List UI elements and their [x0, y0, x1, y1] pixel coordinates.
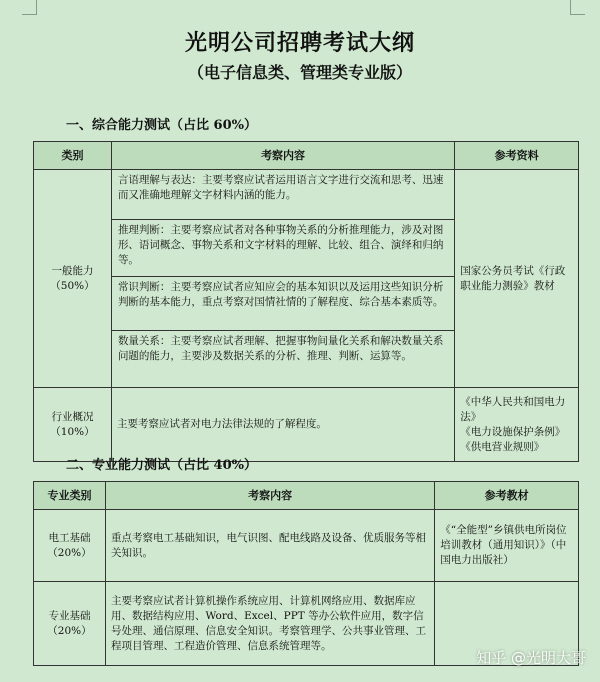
crop-mark-right: [570, 0, 585, 15]
table-row: [34, 388, 579, 462]
reference-cell: 《“全能型”乡镇供电所岗位培训教材（通用知识）》（中国电力出版社）: [435, 510, 579, 582]
category-percent: （50%）: [50, 279, 95, 292]
content-cell: 主要考察应试者对电力法律法规的了解程度。: [111, 388, 454, 462]
category-name: 专业基础: [48, 609, 91, 622]
header-reference: 参考资料: [455, 142, 579, 170]
content-cell: 重点考察电工基础知识，电气识图、配电线路及设备、优质服务等相关知识。: [105, 510, 434, 582]
section1-header-row: [34, 142, 579, 170]
section2-heading: 二、专业能力测试（占比 40%）: [66, 458, 257, 473]
section2-table: [33, 481, 579, 666]
category-cell: [34, 510, 106, 582]
table-row: [34, 170, 579, 388]
category-percent: （10%）: [50, 425, 95, 438]
category-name: 电工基础: [48, 531, 91, 544]
category-name: 一般能力: [51, 264, 94, 277]
header-category: 类别: [34, 142, 112, 170]
document-subtitle: （电子信息类、管理类专业版）: [187, 63, 412, 82]
category-cell: [34, 170, 112, 388]
category-percent: （20%）: [47, 546, 92, 559]
category-name: 行业概况: [51, 410, 94, 423]
content-cell: [111, 170, 454, 388]
header-category: 专业类别: [34, 482, 106, 510]
content-item: 言语理解与表达：主要考察应试者运用语言文字进行交流和思考、迅速而又准确地理解文字材料内涵的能力。: [112, 170, 454, 220]
header-content: 考察内容: [111, 142, 454, 170]
content-item: 常识判断：主要考察应试者应知应会的基本知识以及运用这些知识分析判断的基本能力，重点考察对国情社情的了解程度、综合基本素质等。: [112, 277, 454, 331]
crop-mark-left: [22, 0, 37, 15]
category-cell: [34, 582, 106, 666]
reference-cell: 《中华人民共和国电力法》 《电力设施保护条例》 《供电营业规则》: [455, 388, 579, 462]
section1-heading: 一、综合能力测试（占比 60%）: [66, 118, 257, 133]
content-cell: 主要考察应试者计算机操作系统应用、计算机网络应用、数据库应用、数据结构应用、Word、Excel、PPT 等办公软件应用，数字信号处理、通信原理、信息安全知识。考察管理学、公共事业管理、工程项目管理、工程造价管理、信息系统管理等。: [105, 582, 434, 666]
content-item: 数量关系：主要考察应试者理解、把握事物间量化关系和解决数量关系问题的能力，主要涉及数据关系的分析、推理、判断、运算等。: [117, 335, 444, 362]
section1-table: [33, 141, 579, 462]
category-cell: [34, 388, 112, 462]
category-percent: （20%）: [47, 624, 92, 637]
header-reference: 参考教材: [435, 482, 579, 510]
reference-cell: 国家公务员考试《行政职业能力测验》教材: [455, 170, 579, 388]
table-row: [34, 510, 579, 582]
section2-header-row: [34, 482, 579, 510]
document-title: 光明公司招聘考试大纲: [184, 30, 415, 56]
zhihu-watermark: 知乎 @光明大哥: [476, 649, 586, 667]
header-content: 考察内容: [105, 482, 434, 510]
content-item: 推理判断：主要考察应试者对各种事物关系的分析推理能力，涉及对图形、语词概念、事物关系和文字材料的理解、比较、组合、演绎和归纳等。: [112, 220, 454, 277]
